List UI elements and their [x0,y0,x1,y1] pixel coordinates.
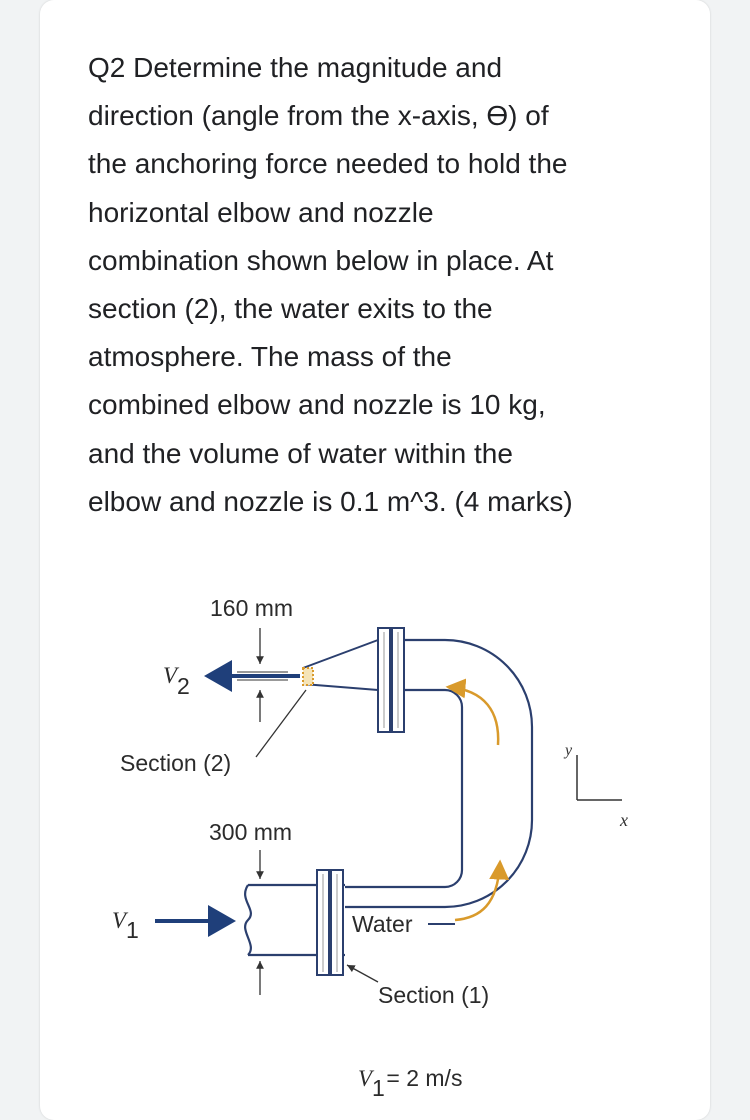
v1-value-symbol: V [358,1066,373,1091]
d1-label: 300 mm [209,819,293,845]
question-line: combined elbow and nozzle is 10 kg, [88,389,546,421]
v2-label [163,663,190,699]
question-line: and the volume of water within the [88,437,513,469]
xy-axes [577,755,622,800]
v2-subscript: 2 [177,673,190,699]
v1-label [112,908,139,943]
question-line: the anchoring force needed to hold the [88,148,568,180]
section2-label: Section (2) [120,750,232,776]
section2-leader [256,690,306,757]
flow-arrow-upper [448,687,498,745]
question-line: section (2), the water exits to the [88,293,493,325]
water-label: Water [352,911,413,937]
v1-value-label [358,1065,462,1101]
v1-subscript: 1 [126,917,139,943]
question-line: combination shown below in place. At [88,244,554,276]
section1-leader [347,965,378,982]
nozzle [303,640,378,690]
question-line: horizontal elbow and nozzle [88,196,434,228]
outlet-flange [378,628,404,732]
axis-y-label: y [565,742,573,759]
d2-label: 160 mm [210,595,294,621]
v2-symbol: V [163,663,178,688]
inlet-flange [317,870,343,975]
question-line: elbow and nozzle is 0.1 m^3. (4 marks) [88,485,573,517]
v1-value-subscript: 1 [372,1075,385,1101]
v1-value-text: = 2 m/s [380,1065,463,1091]
question-line: Q2 Determine the magnitude and [88,52,503,83]
elbow-pipe [345,640,532,907]
axis-x-label: x [620,810,628,830]
question-line: atmosphere. The mass of the [88,341,452,373]
section1-label: Section (1) [378,982,490,1008]
question-line: direction (angle from the x-axis, ϴ) of [88,100,549,132]
exit-jet [208,672,300,680]
v1-symbol: V [112,908,127,933]
